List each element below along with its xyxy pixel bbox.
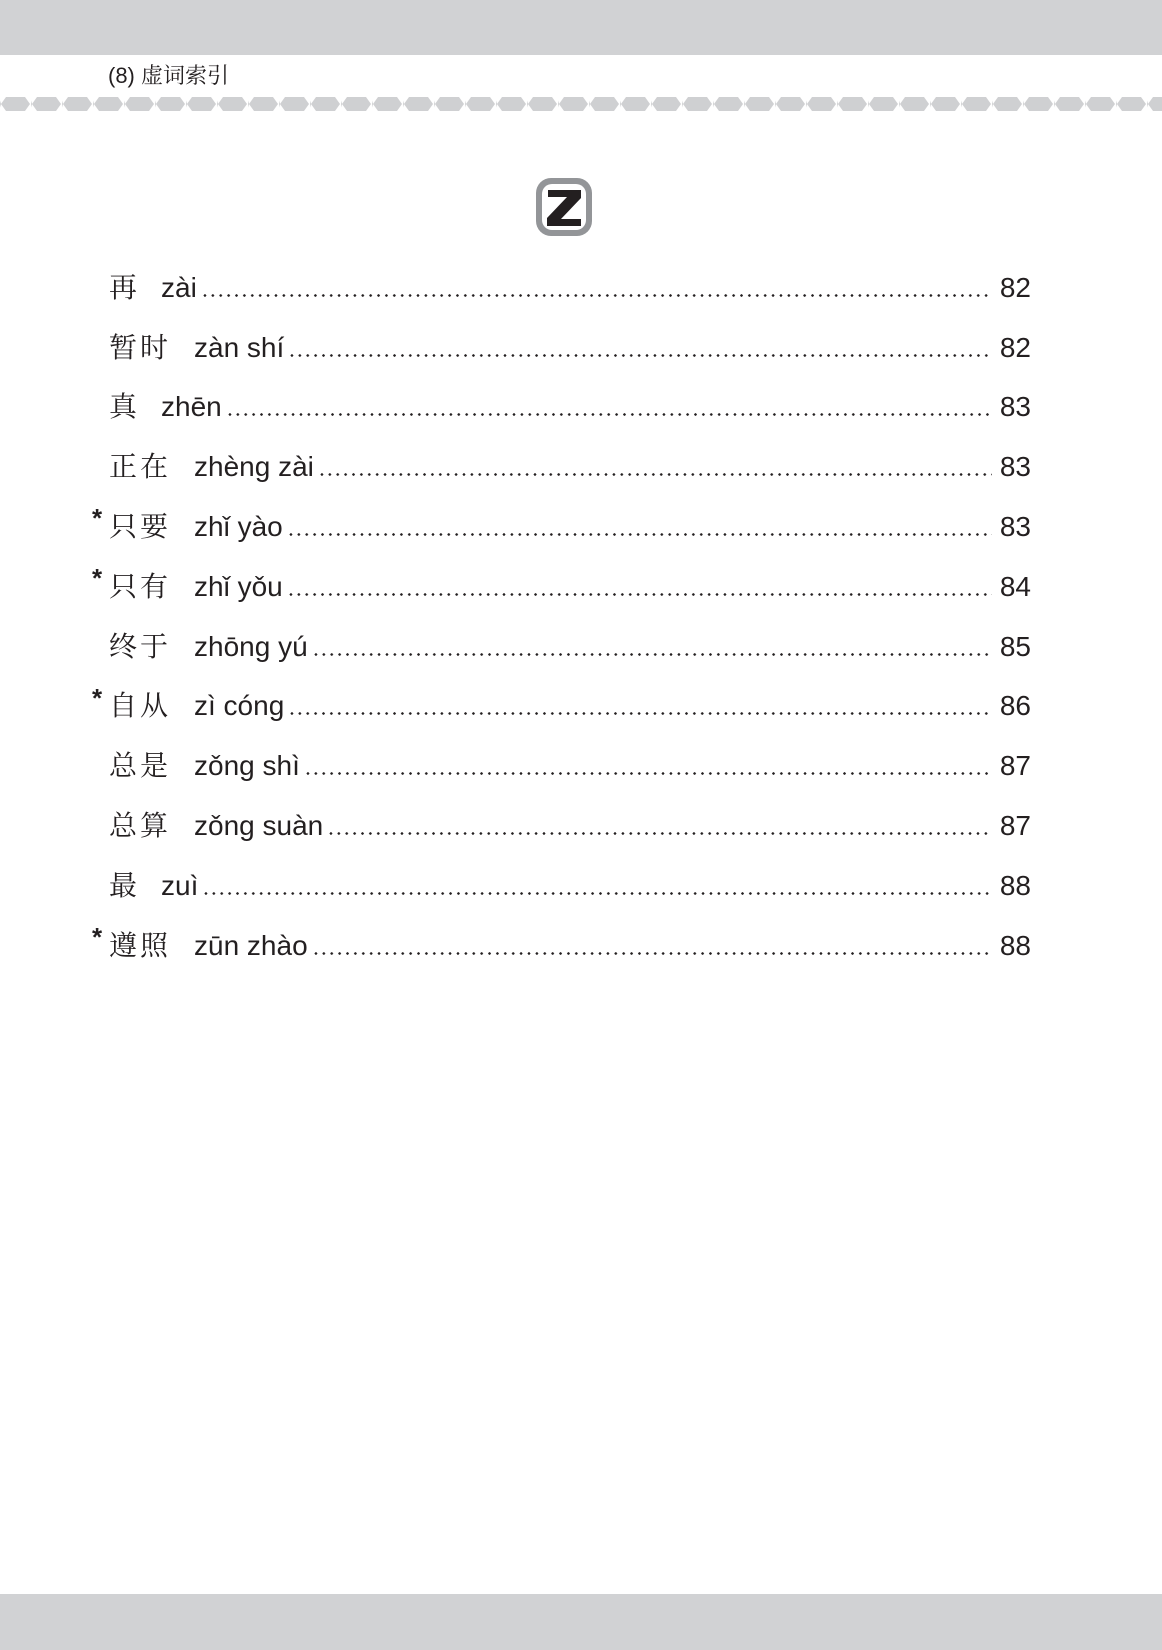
dot-leader xyxy=(318,473,992,476)
entry-page-number[interactable]: 87 xyxy=(999,750,1031,782)
index-entry[interactable] xyxy=(0,617,1162,677)
entry-page-number[interactable]: 82 xyxy=(999,331,1031,363)
entry-pinyin: zhǐ yǒu xyxy=(194,570,283,602)
entry-pinyin: zūn zhào xyxy=(194,929,308,961)
entry-page-number[interactable]: 82 xyxy=(999,271,1031,303)
entry-hanzi: 再 xyxy=(109,270,141,304)
entry-hanzi: 只要 xyxy=(109,510,172,544)
asterisk-marker-icon: * xyxy=(92,682,103,713)
entry-hanzi: 只有 xyxy=(109,569,172,603)
entry-hanzi: 真 xyxy=(109,390,141,424)
index-entry[interactable] xyxy=(0,557,1162,617)
index-entry[interactable] xyxy=(0,677,1162,737)
asterisk-marker-icon: * xyxy=(92,921,103,952)
dot-leader xyxy=(226,413,992,416)
decorative-border-strip xyxy=(0,97,1162,111)
index-entry[interactable] xyxy=(0,318,1162,378)
entry-pinyin: zhōng yú xyxy=(194,630,308,662)
entry-page-number[interactable]: 88 xyxy=(999,929,1031,961)
entry-hanzi: 最 xyxy=(109,868,141,902)
index-entry[interactable] xyxy=(0,736,1162,796)
dot-leader xyxy=(201,294,992,297)
entry-page-number[interactable]: 83 xyxy=(999,391,1031,423)
index-entry[interactable] xyxy=(0,916,1162,976)
dot-leader xyxy=(312,653,992,656)
entry-hanzi: 总算 xyxy=(109,809,172,843)
dot-leader xyxy=(288,712,992,715)
dot-leader xyxy=(312,952,992,955)
entry-pinyin: zhǐ yào xyxy=(194,511,283,543)
dot-leader xyxy=(202,892,992,895)
index-entry[interactable] xyxy=(0,497,1162,557)
top-margin-band xyxy=(0,0,1162,55)
entry-pinyin: zài xyxy=(161,271,197,303)
entry-pinyin: zàn shí xyxy=(194,331,285,363)
entry-page-number[interactable]: 83 xyxy=(999,451,1031,483)
index-entry[interactable] xyxy=(0,258,1162,318)
entry-page-number[interactable]: 87 xyxy=(999,810,1031,842)
index-entry-list xyxy=(0,258,1162,976)
entry-hanzi: 自从 xyxy=(109,689,172,723)
entry-hanzi: 总是 xyxy=(109,749,172,783)
entry-pinyin: zǒng suàn xyxy=(194,810,324,842)
index-entry[interactable] xyxy=(0,437,1162,497)
entry-page-number[interactable]: 84 xyxy=(999,570,1031,602)
dot-leader xyxy=(287,593,992,596)
entry-page-number[interactable]: 85 xyxy=(999,630,1031,662)
index-entry[interactable] xyxy=(0,378,1162,438)
entry-pinyin: zì cóng xyxy=(194,690,285,722)
dot-leader xyxy=(287,533,992,536)
dot-leader xyxy=(304,772,992,775)
entry-hanzi: 遵照 xyxy=(109,928,172,962)
index-entry[interactable] xyxy=(0,856,1162,916)
entry-hanzi: 暂时 xyxy=(109,330,172,364)
entry-pinyin: zhèng zài xyxy=(194,451,314,483)
bottom-margin-band xyxy=(0,1594,1162,1650)
running-head-title: (8) 虚词索引 xyxy=(108,63,230,88)
entry-page-number[interactable]: 83 xyxy=(999,511,1031,543)
entry-pinyin: zhēn xyxy=(161,391,222,423)
entry-page-number[interactable]: 88 xyxy=(999,869,1031,901)
index-entry[interactable] xyxy=(0,796,1162,856)
asterisk-marker-icon: * xyxy=(92,503,103,534)
entry-pinyin: zuì xyxy=(161,869,199,901)
dot-leader xyxy=(288,354,992,357)
dot-leader xyxy=(327,832,992,835)
entry-hanzi: 正在 xyxy=(109,450,172,484)
entry-hanzi: 终于 xyxy=(109,629,172,663)
entry-page-number[interactable]: 86 xyxy=(999,690,1031,722)
asterisk-marker-icon: * xyxy=(92,562,103,593)
section-letter: Z xyxy=(563,218,565,219)
section-letter-badge xyxy=(534,176,594,238)
entry-pinyin: zǒng shì xyxy=(194,750,300,782)
